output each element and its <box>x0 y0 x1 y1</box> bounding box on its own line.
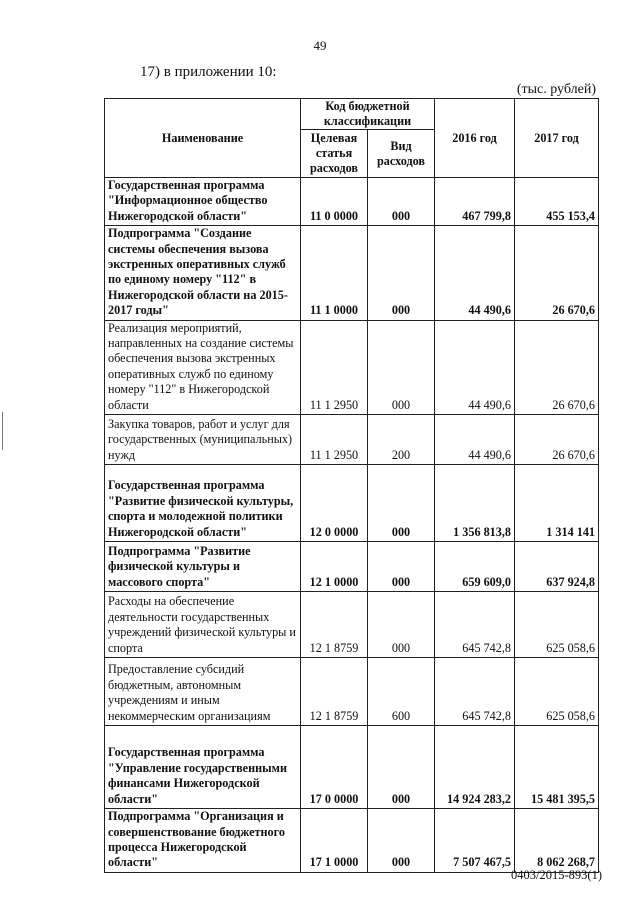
row-2016-cell: 645 742,8 <box>435 592 515 658</box>
header-2016: 2016 год <box>435 99 515 178</box>
row-2016-cell: 44 490,6 <box>435 320 515 414</box>
row-2016-cell: 44 490,6 <box>435 415 515 465</box>
row-code-cell: 12 1 8759 <box>301 592 368 658</box>
table-row <box>105 658 599 726</box>
row-code-cell: 17 0 0000 <box>301 726 368 809</box>
row-expense-type-cell: 000 <box>368 178 435 226</box>
header-2017: 2017 год <box>515 99 599 178</box>
row-2016-cell: 659 609,0 <box>435 542 515 592</box>
row-name-cell: Подпрограмма "Развитие физической культуры и массового спорта" <box>105 542 301 592</box>
row-2017-cell: 26 670,6 <box>515 226 599 320</box>
row-expense-type-cell: 000 <box>368 809 435 873</box>
row-name-cell: Государственная программа "Развитие физической культуры, спорта и молодежной политики Нижегородской области" <box>105 465 301 542</box>
row-name-cell: Закупка товаров, работ и услуг для государственных (муниципальных) нужд <box>105 415 301 465</box>
row-2017-cell: 1 314 141 <box>515 465 599 542</box>
row-2016-cell: 645 742,8 <box>435 658 515 726</box>
row-code-cell: 17 1 0000 <box>301 809 368 873</box>
table-row <box>105 465 599 542</box>
table-row <box>105 726 599 809</box>
row-name-cell: Государственная программа "Информационное общество Нижегородской области" <box>105 178 301 226</box>
row-name-cell: Подпрограмма "Создание системы обеспечения вызова экстренных оперативных служб по единому номеру "112" в Нижегородской области на 2015-2017 годы" <box>105 226 301 320</box>
row-name-cell: Предоставление субсидий бюджетным, автономным учреждениям и иным некоммерческим организациям <box>105 658 301 726</box>
row-expense-type-cell: 000 <box>368 465 435 542</box>
row-name-cell: Государственная программа "Управление государственными финансами Нижегородской области" <box>105 726 301 809</box>
row-2016-cell: 14 924 283,2 <box>435 726 515 809</box>
units-label: (тыс. рублей) <box>516 82 596 97</box>
row-2017-cell: 625 058,6 <box>515 592 599 658</box>
row-expense-type-cell: 200 <box>368 415 435 465</box>
page-number: 49 <box>313 38 327 53</box>
table-row <box>105 320 599 414</box>
header-name: Наименование <box>105 99 301 178</box>
document-code: 0403/2015-893(1) <box>511 868 602 882</box>
table-row <box>105 542 599 592</box>
header-expense-type: Вид расходов <box>368 130 435 178</box>
row-2017-cell: 15 481 395,5 <box>515 726 599 809</box>
row-name-cell: Реализация мероприятий, направленных на создание системы обеспечения вызова экстренных оперативных служб по единому номеру "112" в Нижегородской области <box>105 320 301 414</box>
row-code-cell: 11 1 0000 <box>301 226 368 320</box>
row-2017-cell: 26 670,6 <box>515 320 599 414</box>
row-2017-cell: 637 924,8 <box>515 542 599 592</box>
header-code-group: Код бюджетной классификации <box>301 99 435 130</box>
row-2017-cell: 455 153,4 <box>515 178 599 226</box>
row-code-cell: 11 1 2950 <box>301 415 368 465</box>
row-2016-cell: 44 490,6 <box>435 226 515 320</box>
table-row <box>105 592 599 658</box>
intro-text: 17) в приложении 10: <box>140 64 277 80</box>
row-code-cell: 11 0 0000 <box>301 178 368 226</box>
table-row <box>105 415 599 465</box>
row-name-cell: Расходы на обеспечение деятельности государственных учреждений физической культуры и спорта <box>105 592 301 658</box>
row-name-cell: Подпрограмма "Организация и совершенствование бюджетного процесса Нижегородской области" <box>105 809 301 873</box>
row-expense-type-cell: 000 <box>368 320 435 414</box>
row-expense-type-cell: 600 <box>368 658 435 726</box>
row-expense-type-cell: 000 <box>368 726 435 809</box>
row-expense-type-cell: 000 <box>368 592 435 658</box>
row-code-cell: 12 1 0000 <box>301 542 368 592</box>
row-2016-cell: 1 356 813,8 <box>435 465 515 542</box>
row-code-cell: 12 1 8759 <box>301 658 368 726</box>
budget-table <box>104 98 599 873</box>
table-row <box>105 809 599 873</box>
row-code-cell: 11 1 2950 <box>301 320 368 414</box>
row-expense-type-cell: 000 <box>368 542 435 592</box>
row-code-cell: 12 0 0000 <box>301 465 368 542</box>
row-2017-cell: 26 670,6 <box>515 415 599 465</box>
table-body <box>105 178 599 873</box>
header-target-article: Целевая статья расходов <box>301 130 368 178</box>
table-row <box>105 178 599 226</box>
row-2016-cell: 467 799,8 <box>435 178 515 226</box>
scan-edge-mark <box>2 412 3 450</box>
row-2017-cell: 625 058,6 <box>515 658 599 726</box>
row-2016-cell: 7 507 467,5 <box>435 809 515 873</box>
row-2017-cell: 8 062 268,7 <box>515 809 599 873</box>
table-row <box>105 226 599 320</box>
row-expense-type-cell: 000 <box>368 226 435 320</box>
